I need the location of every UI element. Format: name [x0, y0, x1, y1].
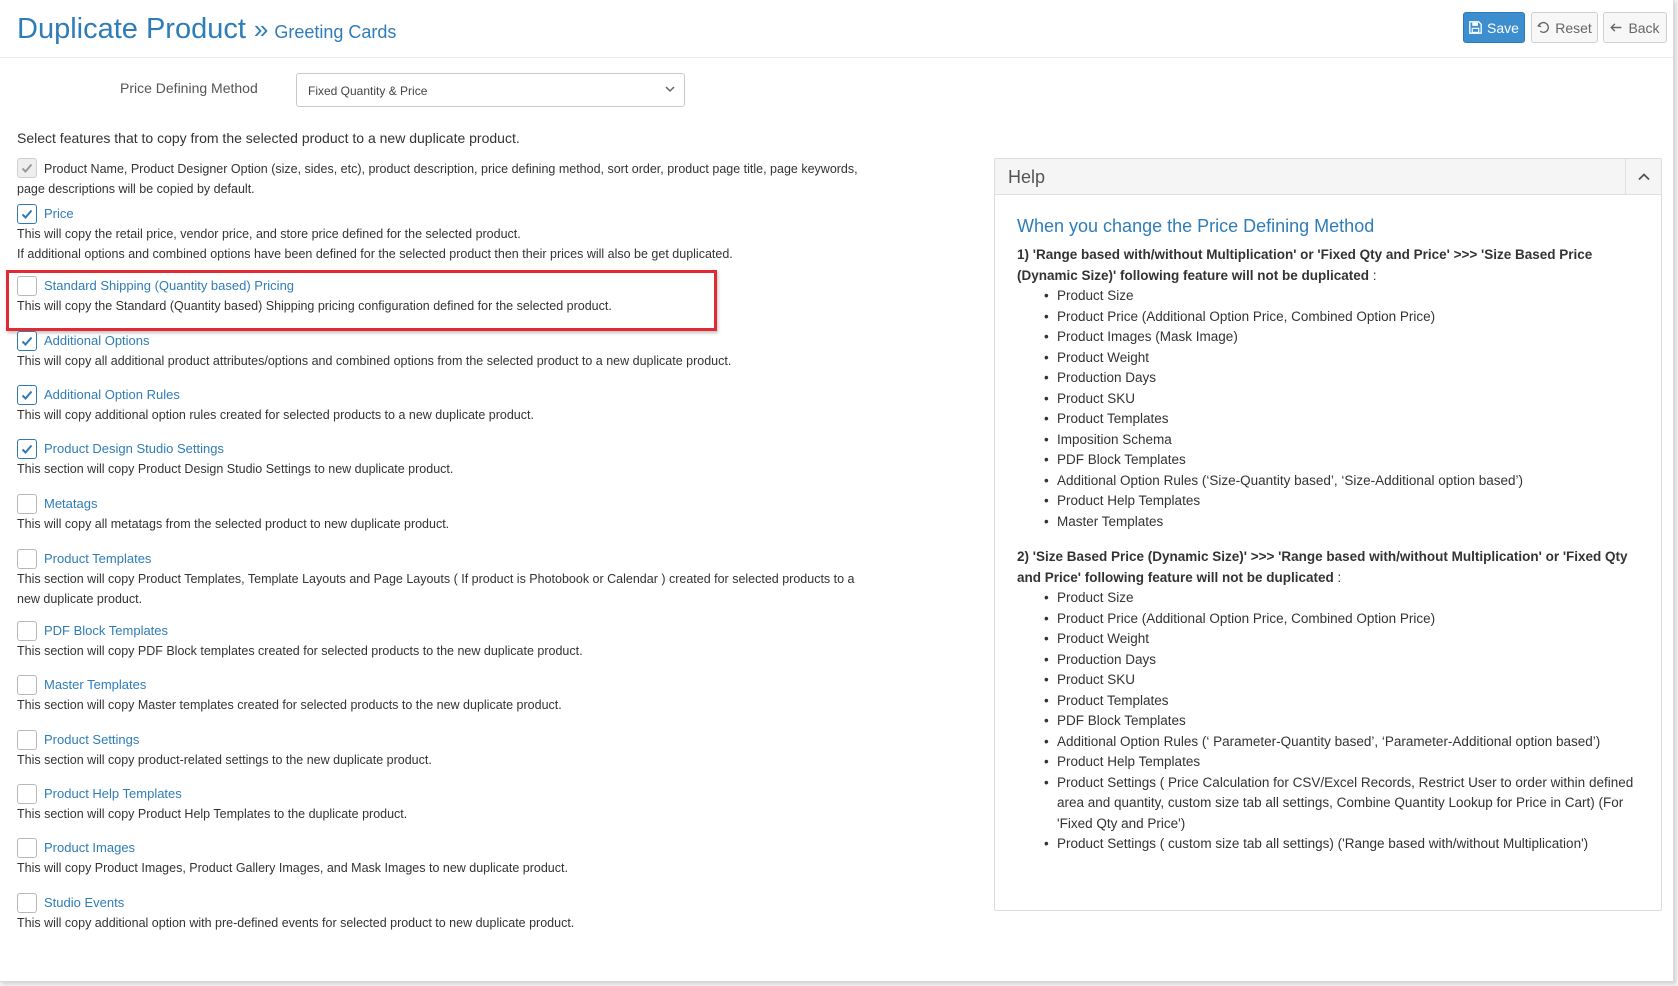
additional-option-rules-description [17, 406, 957, 426]
list-item: • Additional Option Rules (‘Size-Quantity based’, ‘Size-Additional option based’) [1017, 471, 1647, 492]
master-templates-description-line1: This section will copy Master templates created for selected products to the new duplicate product. [17, 698, 562, 712]
default-feature-text-line2: page descriptions will be copied by default. [17, 181, 255, 196]
breadcrumb-category[interactable]: Greeting Cards [274, 22, 397, 42]
product-settings-checkbox[interactable] [17, 730, 37, 750]
list-item: • Additional Option Rules (‘ Parameter-Quantity based’, ‘Parameter-Additional option based’) [1017, 732, 1647, 753]
page-title-text: Duplicate Product [17, 13, 246, 45]
list-item: • Product Templates [1017, 409, 1647, 430]
list-item: • Production Days [1017, 650, 1647, 671]
pdf-block-templates-description-line1: This section will copy PDF Block templates created for selected products to the new duplicate product. [17, 644, 583, 658]
page-header [0, 0, 1673, 58]
pdf-block-templates-checkbox[interactable] [17, 621, 37, 641]
master-templates-checkbox[interactable] [17, 675, 37, 695]
back-button[interactable] [1603, 12, 1667, 43]
price-checkbox[interactable] [17, 204, 37, 224]
standard-shipping-description [17, 297, 957, 317]
product-help-templates-title[interactable]: Product Help Templates [44, 786, 182, 801]
product-images-checkbox[interactable] [17, 838, 37, 858]
studio-events-description-line1: This will copy additional option with pre-defined events for selected product to new duplicate product. [17, 916, 575, 930]
list-item: • Product SKU [1017, 389, 1647, 410]
price-defining-method-label: Price Defining Method [120, 80, 258, 96]
list-item: • Product Settings ( Price Calculation for CSV/Excel Records, Restrict User to order within defined area and quantity, custom size tab all settings, Combine Quantity Lookup for Price in Cart) (For 'Fixed Qty and Price') [1017, 773, 1647, 835]
product-settings-title[interactable]: Product Settings [44, 732, 140, 747]
help-title: When you change the Price Defining Method [1017, 216, 1375, 236]
product-images-description-line1: This will copy Product Images, Product Gallery Images, and Mask Images to new duplicate product. [17, 861, 568, 875]
product-help-templates-checkbox[interactable] [17, 784, 37, 804]
list-item: • Product Help Templates [1017, 491, 1647, 512]
price-title[interactable]: Price [44, 206, 74, 221]
undo-icon [1537, 21, 1550, 34]
metatags-description-line1: This will copy all metatags from the selected product to new duplicate product. [17, 517, 450, 531]
list-item: • Product Size [1017, 286, 1647, 307]
help-question-1-text: 1) 'Range based with/without Multiplication' or 'Fixed Qty and Price' >>> 'Size Based Price (Dynamic Size)' following feature will not be duplicated [1017, 247, 1593, 283]
help-question-2-text: 2) 'Size Based Price (Dynamic Size)' >>> 'Range based with/without Multiplication' or 'Fixed Qty and Price' following feature will not be duplicated [1017, 549, 1628, 585]
product-design-studio-settings-title[interactable]: Product Design Studio Settings [44, 441, 224, 456]
studio-events-title[interactable]: Studio Events [44, 895, 125, 910]
chevron-down-icon [664, 83, 676, 95]
list-item: • Product Templates [1017, 691, 1647, 712]
page-title [17, 13, 396, 46]
save-button-label: Save [1487, 19, 1519, 36]
default-feature-checkbox [17, 158, 37, 178]
list-item: • Product SKU [1017, 670, 1647, 691]
list-item: • Product Help Templates [1017, 752, 1647, 773]
metatags-title[interactable]: Metatags [44, 496, 98, 511]
back-button-label: Back [1628, 19, 1660, 36]
price-defining-method-select[interactable] [296, 73, 685, 107]
breadcrumb-separator: » [253, 14, 269, 44]
product-templates-checkbox[interactable] [17, 549, 37, 569]
product-help-templates-description [17, 805, 957, 825]
product-templates-description-line2: new duplicate product. [17, 591, 143, 606]
reset-button-label: Reset [1555, 19, 1592, 36]
arrow-left-icon [1610, 21, 1623, 34]
save-button[interactable] [1463, 12, 1525, 43]
additional-options-title[interactable]: Additional Options [44, 333, 150, 348]
additional-option-rules-checkbox[interactable] [17, 385, 37, 405]
standard-shipping-description-line1: This will copy the Standard (Quantity based) Shipping pricing configuration defined for the selected product. [17, 299, 612, 313]
default-feature-text [17, 160, 954, 199]
product-design-studio-settings-description-line1: This section will copy Product Design Studio Settings to new duplicate product. [17, 462, 454, 476]
product-templates-description-line1: This section will copy Product Templates, Template Layouts and Page Layouts ( If product is Photobook or Calendar ) created for selected products to a [17, 572, 855, 586]
help-panel-header [995, 159, 1661, 195]
list-item: • Production Days [1017, 368, 1647, 389]
help-question-2 [1017, 547, 1647, 588]
checkmark-icon [20, 388, 34, 402]
product-design-studio-settings-description [17, 460, 957, 480]
metatags-description [17, 515, 957, 535]
product-images-description [17, 859, 957, 879]
list-item: • Product Price (Additional Option Price, Combined Option Price) [1017, 307, 1647, 328]
product-design-studio-settings-checkbox[interactable] [17, 439, 37, 459]
default-feature-text-line1: Product Name, Product Designer Option (size, sides, etc), product description, price defining method, sort order, product page title, page keywords, [44, 162, 858, 176]
additional-option-rules-title[interactable]: Additional Option Rules [44, 387, 180, 402]
master-templates-description [17, 696, 957, 716]
list-item: • Product Images (Mask Image) [1017, 327, 1647, 348]
studio-events-checkbox[interactable] [17, 893, 37, 913]
metatags-checkbox[interactable] [17, 494, 37, 514]
checkmark-icon [20, 334, 34, 348]
list-item: • Product Price (Additional Option Price, Combined Option Price) [1017, 609, 1647, 630]
intro-text: Select features that to copy from the selected product to a new duplicate product. [17, 130, 520, 146]
help-question-2-colon: : [1333, 569, 1342, 585]
list-item: • Product Size [1017, 588, 1647, 609]
additional-options-description-line1: This will copy all additional product attributes/options and combined options from the selected product to a new duplicate product. [17, 354, 732, 368]
help-question-1 [1017, 245, 1647, 286]
checkmark-icon [20, 442, 34, 456]
help-heading: Help [1008, 167, 1046, 187]
list-item: • Master Templates [1017, 512, 1647, 533]
checkmark-icon [20, 207, 34, 221]
additional-option-rules-description-line1: This will copy additional option rules created for selected products to a new duplicate product. [17, 408, 534, 422]
help-question-1-colon: : [1369, 267, 1377, 283]
list-item: • Product Weight [1017, 629, 1647, 650]
list-item: • Product Settings ( custom size tab all settings) ('Range based with/without Multiplication') [1017, 834, 1647, 855]
master-templates-title[interactable]: Master Templates [44, 677, 147, 692]
additional-options-description [17, 352, 957, 372]
product-help-templates-description-line1: This section will copy Product Help Templates to the duplicate product. [17, 807, 408, 821]
help-list-2 [1017, 588, 1647, 855]
product-templates-title[interactable]: Product Templates [44, 551, 152, 566]
price-defining-method-value: Fixed Quantity & Price [308, 84, 428, 98]
pdf-block-templates-description [17, 642, 957, 662]
price-description [17, 225, 957, 264]
list-item: • Imposition Schema [1017, 430, 1647, 451]
price-description-line1: This will copy the retail price, vendor price, and store price defined for the selected product. [17, 227, 521, 241]
help-collapse-button[interactable] [1625, 159, 1661, 194]
product-images-title[interactable]: Product Images [44, 840, 136, 855]
chevron-up-icon [1637, 170, 1651, 184]
list-item: • Product Weight [1017, 348, 1647, 369]
help-list-1 [1017, 286, 1647, 532]
pdf-block-templates-title[interactable]: PDF Block Templates [44, 623, 169, 638]
standard-shipping-checkbox[interactable] [17, 276, 37, 296]
standard-shipping-title[interactable]: Standard Shipping (Quantity based) Pricing [44, 278, 295, 293]
product-templates-description [17, 570, 957, 609]
checkmark-icon [20, 161, 34, 175]
price-description-line2: If additional options and combined options have been defined for the selected product then their prices will also be get duplicated. [17, 246, 733, 261]
list-item: • PDF Block Templates [1017, 450, 1647, 471]
studio-events-description [17, 914, 957, 934]
help-panel [994, 158, 1662, 911]
additional-options-checkbox[interactable] [17, 331, 37, 351]
reset-button[interactable] [1531, 12, 1598, 43]
product-settings-description [17, 751, 957, 771]
product-settings-description-line1: This section will copy product-related settings to the new duplicate product. [17, 753, 432, 767]
list-item: • PDF Block Templates [1017, 711, 1647, 732]
help-body [1017, 245, 1647, 855]
floppy-disk-icon [1469, 21, 1482, 34]
spacer [1017, 532, 1647, 547]
